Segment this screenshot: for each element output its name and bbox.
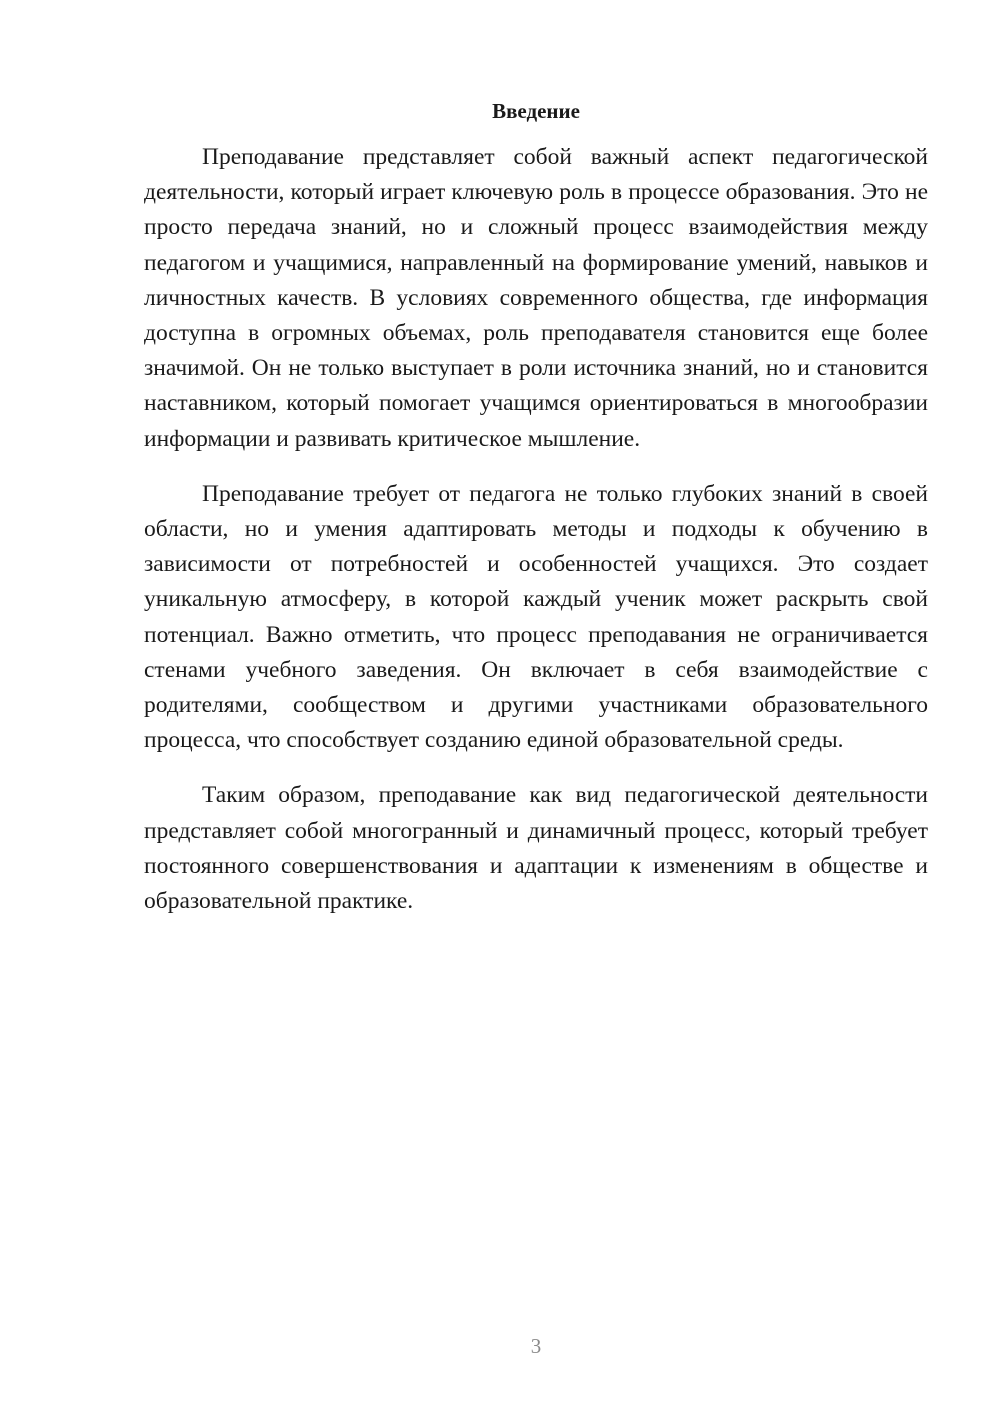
paragraph-2: Преподавание требует от педагога не только глубоких знаний в своей области, но и умения адаптировать методы и подходы к обучению в зависимости от потребностей и особенностей учащихся. Это создает уникальную атмосферу, в которой каждый ученик может раскрыть свой потенциал. Важно отметить, что процесс преподавания не ограничивается стенами учебного заведения. Он включает в себя взаимодействие с родителями, сообществом и другими участниками образовательного процесса, что способствует созданию единой образовательной среды. (144, 480, 928, 754)
section-title: Введение (492, 99, 580, 123)
page-number: 3 (530, 1334, 542, 1358)
paragraph-3: Таким образом, преподавание как вид педагогической деятельности представляет собой многогранный и динамичный процесс, который требует постоянного совершенствования и адаптации к изменениям в обществе и образовательной практике. (144, 782, 928, 915)
paragraph-1: Преподавание представляет собой важный аспект педагогической деятельности, который играет ключевую роль в процессе образования. Это не просто передача знаний, но и сложный процесс взаимодействия между педагогом и учащимися, направленный на формирование умений, навыков и личностных качеств. В условиях современного общества, где информация доступна в огромных объемах, роль преподавателя становится еще более значимой. Он не только выступает в роли источника знаний, но и становится наставником, который помогает учащимся ориентироваться в многообразии информации и развивать критическое мышление. (144, 144, 928, 452)
page-content (144, 96, 928, 919)
